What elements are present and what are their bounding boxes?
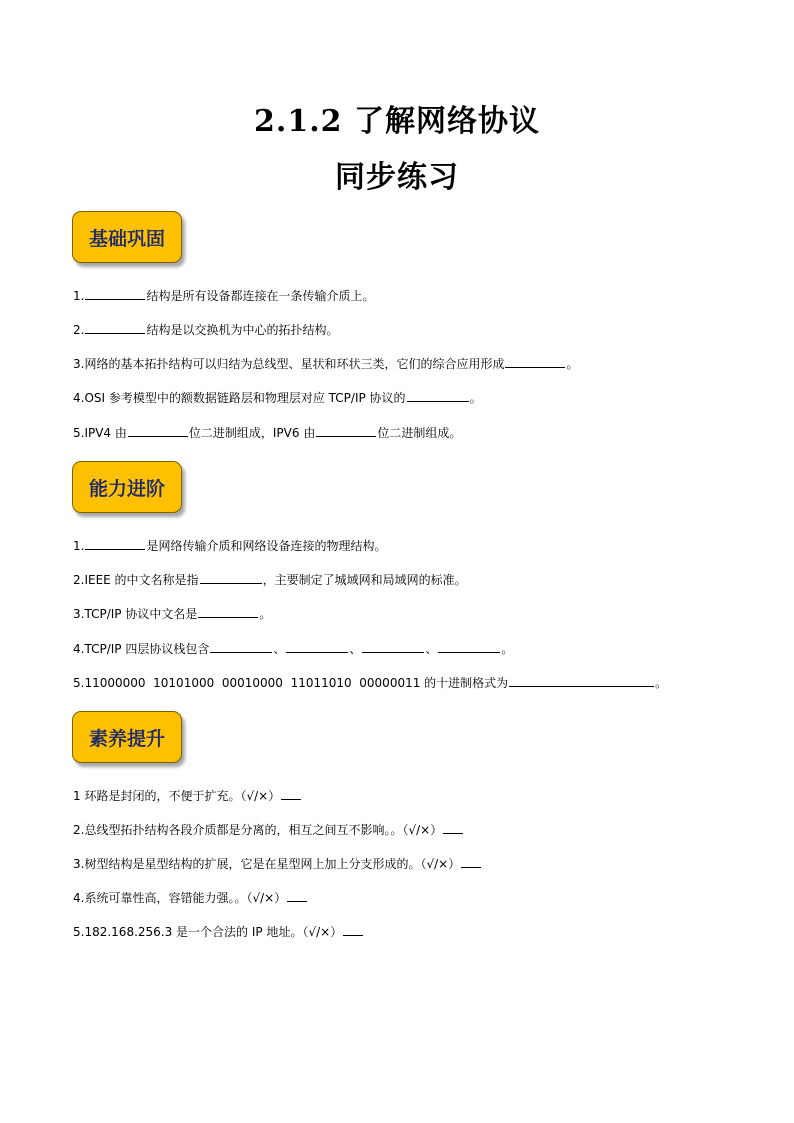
section-badge-literacy: 素养提升 — [72, 711, 182, 763]
question-text: 4.系统可靠性高，容错能力强。。（√/×） — [73, 891, 287, 905]
question-2-4 — [73, 640, 513, 657]
question-text: 。 — [469, 391, 482, 405]
question-text: 、 — [273, 642, 286, 656]
question-3-1 — [73, 787, 302, 804]
answer-blank[interactable] — [281, 787, 301, 800]
question-1-2 — [73, 321, 338, 338]
section-badge-advanced: 能力进阶 — [72, 461, 182, 513]
section-badge-basics: 基础巩固 — [72, 211, 182, 263]
question-text: 结构是所有设备都连接在一条传输介质上。 — [146, 289, 375, 303]
question-text: 结构是以交换机为中心的拓扑结构。 — [146, 323, 339, 337]
question-text: 2.IEEE 的中文名称是指 — [73, 573, 199, 587]
question-1-5 — [73, 424, 461, 441]
question-1-1 — [73, 287, 374, 304]
question-text: 是网络传输介质和网络设备连接的物理结构。 — [146, 539, 387, 553]
question-2-2 — [73, 571, 467, 588]
question-2-3 — [73, 605, 271, 622]
question-1-4 — [73, 389, 482, 406]
answer-blank[interactable] — [461, 855, 481, 868]
answer-blank[interactable] — [200, 571, 262, 584]
answer-blank[interactable] — [85, 287, 145, 300]
question-text: 位二进制组成，IPV6 由 — [188, 426, 316, 440]
question-3-5 — [73, 923, 364, 940]
question-text: 3.网络的基本拓扑结构可以归结为总线型、星状和环状三类，它们的综合应用形成 — [73, 357, 505, 371]
question-text: 5.11000000 10101000 00010000 11011010 00000011 的十进制格式为 — [73, 676, 509, 690]
question-1-3 — [73, 355, 578, 372]
question-text: 5.IPV4 由 — [73, 426, 127, 440]
answer-blank[interactable] — [85, 537, 145, 550]
answer-blank[interactable] — [362, 640, 424, 653]
question-text: 。 — [655, 676, 668, 690]
question-text: 。 — [501, 642, 514, 656]
answer-blank[interactable] — [210, 640, 272, 653]
question-text: ，主要制定了城域网和局域网的标准。 — [262, 573, 467, 587]
answer-blank[interactable] — [287, 889, 307, 902]
question-text: 1. — [73, 539, 85, 553]
question-text: 2.总线型拓扑结构各段介质都是分离的，相互之间互不影响。。（√/×） — [73, 823, 443, 837]
answer-blank[interactable] — [438, 640, 500, 653]
question-3-3 — [73, 855, 482, 872]
question-text: 位二进制组成。 — [377, 426, 462, 440]
question-text: 、 — [425, 642, 438, 656]
answer-blank[interactable] — [443, 821, 463, 834]
answer-blank[interactable] — [316, 424, 376, 437]
answer-blank[interactable] — [198, 605, 258, 618]
question-text: 1 环路是封闭的，不便于扩充。（√/×） — [73, 789, 281, 803]
question-text: 、 — [349, 642, 362, 656]
question-text: 3.TCP/IP 协议中文名是 — [73, 607, 198, 621]
answer-blank[interactable] — [286, 640, 348, 653]
question-3-2 — [73, 821, 464, 838]
answer-blank[interactable] — [343, 923, 363, 936]
answer-blank[interactable] — [505, 355, 565, 368]
answer-blank[interactable] — [128, 424, 188, 437]
document-subtitle: 同步练习 — [335, 160, 459, 195]
question-3-4 — [73, 889, 308, 906]
answer-blank[interactable] — [509, 674, 654, 687]
question-text: 。 — [566, 357, 579, 371]
question-text: 2. — [73, 323, 85, 337]
question-text: 4.TCP/IP 四层协议栈包含 — [73, 642, 210, 656]
question-text: 。 — [259, 607, 272, 621]
question-text: 5.182.168.256.3 是一个合法的 IP 地址。（√/×） — [73, 925, 343, 939]
question-text: 3.树型结构是星型结构的扩展，它是在星型网上加上分支形成的。（√/×） — [73, 857, 461, 871]
answer-blank[interactable] — [407, 389, 469, 402]
question-text: 1. — [73, 289, 85, 303]
question-text: 4.OSI 参考模型中的额数据链路层和物理层对应 TCP/IP 协议的 — [73, 391, 406, 405]
document-title: 2.1.2 了解网络协议 — [254, 104, 540, 139]
question-2-1 — [73, 537, 386, 554]
answer-blank[interactable] — [85, 321, 145, 334]
question-2-5 — [73, 674, 667, 691]
